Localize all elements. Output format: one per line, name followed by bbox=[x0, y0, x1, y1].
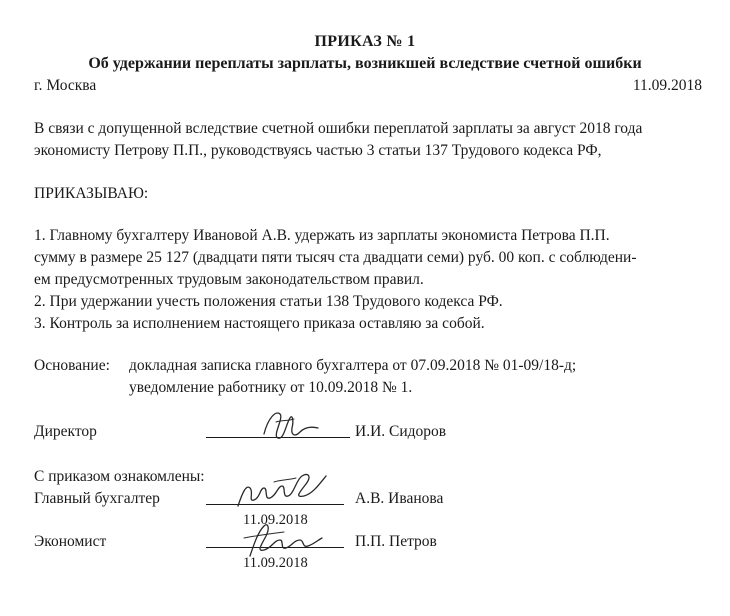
item-line-1: 1. Главному бухгалтеру Ивановой А.В. удержать из зарплаты экономиста Петрова П.П. bbox=[34, 227, 610, 244]
item-line-5: 3. Контроль за исполнением настоящего приказа оставляю за собой. bbox=[34, 315, 485, 332]
acquainted-heading: С приказом ознакомлены: bbox=[34, 468, 205, 485]
chief-accountant-name: А.В. Иванова bbox=[355, 490, 444, 507]
order-title: ПРИКАЗ № 1 bbox=[314, 33, 416, 50]
director-signature bbox=[258, 404, 324, 444]
item-line-4: 2. При удержании учесть положения статьи 138 Трудового кодекса РФ. bbox=[34, 293, 503, 310]
chief-accountant-title: Главный бухгалтер bbox=[34, 490, 160, 507]
basis-line-1: докладная записка главного бухгалтера от 07.09.2018 № 01-09/18-д; bbox=[129, 357, 577, 374]
basis-label: Основание: bbox=[34, 357, 110, 374]
economist-date: 11.09.2018 bbox=[243, 555, 308, 571]
economist-name: П.П. Петров bbox=[355, 533, 437, 550]
order-command: ПРИКАЗЫВАЮ: bbox=[34, 185, 149, 202]
preamble-line-2: экономисту Петрову П.П., руководствуясь частью 3 статьи 137 Трудового кодекса РФ, bbox=[34, 142, 602, 159]
order-subtitle: Об удержании переплаты зарплаты, возникшей вследствие счетной ошибки bbox=[88, 55, 642, 72]
item-line-3: ем предусмотренных трудовым законодательством правил. bbox=[34, 271, 424, 288]
chief-accountant-signature bbox=[234, 466, 330, 512]
director-name: И.И. Сидоров bbox=[355, 423, 447, 440]
chief-accountant-date: 11.09.2018 bbox=[243, 512, 308, 528]
basis-line-2: уведомление работнику от 10.09.2018 № 1. bbox=[129, 379, 413, 396]
economist-title: Экономист bbox=[34, 533, 107, 550]
director-title: Директор bbox=[34, 423, 97, 440]
order-date: 11.09.2018 bbox=[632, 77, 702, 94]
preamble-line-1: В связи с допущенной вследствие счетной ошибки переплатой зарплаты за август 2018 года bbox=[34, 120, 643, 137]
item-line-2: сумму в размере 25 127 (двадцати пяти тысяч ста двадцати семи) руб. 00 коп. с соблюдени- bbox=[34, 249, 637, 266]
order-city: г. Москва bbox=[34, 77, 97, 94]
